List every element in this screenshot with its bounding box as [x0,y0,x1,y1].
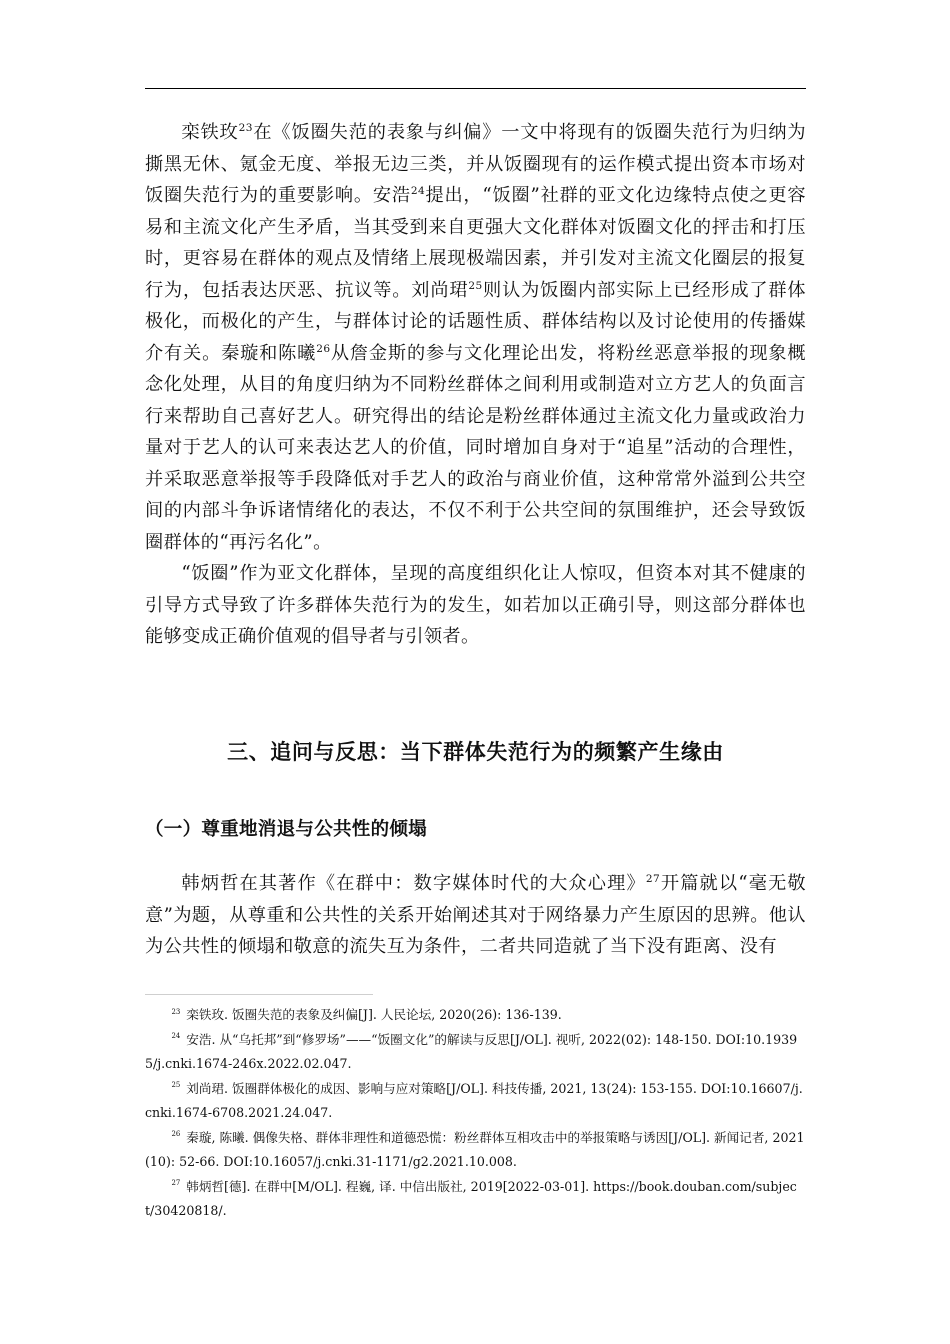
footnote-text[interactable]: 韩炳哲[德]. 在群中[M/OL]. 程巍, 译. 中信出版社, 2019[2022-03-01]. https://book.douban.com/subject/30420818/. [145,1178,797,1218]
footnote-ref-23[interactable]: 23 [238,121,253,134]
paragraph-literature-review: 栾铁玫$^{23}$在《饭圈失范的表象与纠偏》一文中将现有的饭圈失范行为归纳为撕黑无休、氪金无度、举报无边三类，并从饭圈现有的运作模式提出资本市场对饭圈失范行为的重要影响。安浩$^{24}$提出，“饭圈”社群的亚文化边缘特点使之更容易和主流文化产生矛盾，当其受到来自更强大文化群体对饭圈文化的抨击和打压时，更容易在群体的观点及情绪上展现极端因素，并引发对主流文化圈层的报复行为，包括表达厌恶、抗议等。刘尚珺$^{25}$则认为饭圈内部实际上已经形成了群体极化，而极化的产生，与群体讨论的话题性质、群体结构以及讨论使用的传播媒介有关。秦璇和陈曦$^{26}$从詹金斯的参与文化理论出发，将粉丝恶意举报的现象概念化处理，从目的角度归纳为不同粉丝群体之间利用或制造对立方艺人的负面言行来帮助自己喜好艺人。研究得出的结论是粉丝群体通过主流文化力量或政治力量对于艺人的认可来表达艺人的价值，同时增加自身对于“追星”活动的合理性，并采取恶意举报等手段降低对手艺人的政治与商业价值，这种常常外溢到公共空间的内部斗争诉诸情绪化的表达，不仅不利于公共空间的氛围维护，还会导致饭圈群体的“再污名化”。 [145,121,807,553]
footnote-text: 栾铁玫. 饭圈失范的表象及纠偏[J]. 人民论坛, 2020(26): 136-139. [186,1007,562,1022]
paragraph-fandom-summary: “饭圈”作为亚文化群体，呈现的高度组织化让人惊叹，但资本对其不健康的引导方式导致了许多群体失范行为的发生，如若加以正确引导，则这部分群体也能够变成正确价值观的倡导者与引领者。 [145,563,806,647]
footnote-item [145,1175,806,1224]
footnote-ref-25[interactable]: 25 [468,279,483,292]
footnote-item [145,1126,806,1175]
footnote-item [145,1028,806,1077]
footnote-text: 安浩. 从“乌托邦”到“修罗场”——“饭圈文化”的解读与反思[J/OL]. 视听, 2022(02): 148-150. DOI:10.19395/j.cnki.1674-246x.2022.02.047. [145,1031,798,1071]
footnote-item [145,1077,806,1126]
paragraph-han-byung-chul: 韩炳哲在其著作《在群中：数字媒体时代的大众心理》$^{27}$开篇就以“毫无敬意”为题，从尊重和公共性的关系开始阐述其对于网络暴力产生原因的思辨。他认为公共性的倾塌和敬意的流失互为条件，二者共同造就了当下没有距离、没有 [145,872,807,957]
footnote-number: 26 [171,1130,181,1139]
subsection-heading: （一）尊重地消退与公共性的倾塌 [145,819,428,840]
body-text-bottom [145,868,806,963]
footnote-text: 刘尚珺. 饭圈群体极化的成因、影响与应对策略[J/OL]. 科技传播, 2021, 13(24): 153-155. DOI:10.16607/j.cnki.1674-6708.2021.24.047. [145,1080,803,1120]
section-heading: 三、追问与反思：当下群体失范行为的频繁产生缘由 [227,740,724,764]
footnotes [145,1003,806,1224]
header-rule [145,88,806,89]
footnote-separator [145,994,373,995]
footnote-ref-27[interactable]: 27 [645,872,661,885]
footnote-number: 24 [171,1032,181,1041]
footnote-number: 27 [171,1179,181,1188]
footnote-number: 25 [171,1081,181,1090]
body-text-top [145,117,806,653]
footnote-number: 23 [171,1007,181,1016]
footnote-ref-24[interactable]: 24 [410,184,426,197]
footnote-item [145,1003,806,1028]
footnote-ref-26[interactable]: 26 [316,342,331,355]
footnote-text: 秦璇, 陈曦. 偶像失格、群体非理性和道德恐慌：粉丝群体互相攻击中的举报策略与诱因[J/OL]. 新闻记者, 2021(10): 52-66. DOI:10.16057/j.cnki.31-1171/g2.2021.10.008. [145,1129,805,1169]
